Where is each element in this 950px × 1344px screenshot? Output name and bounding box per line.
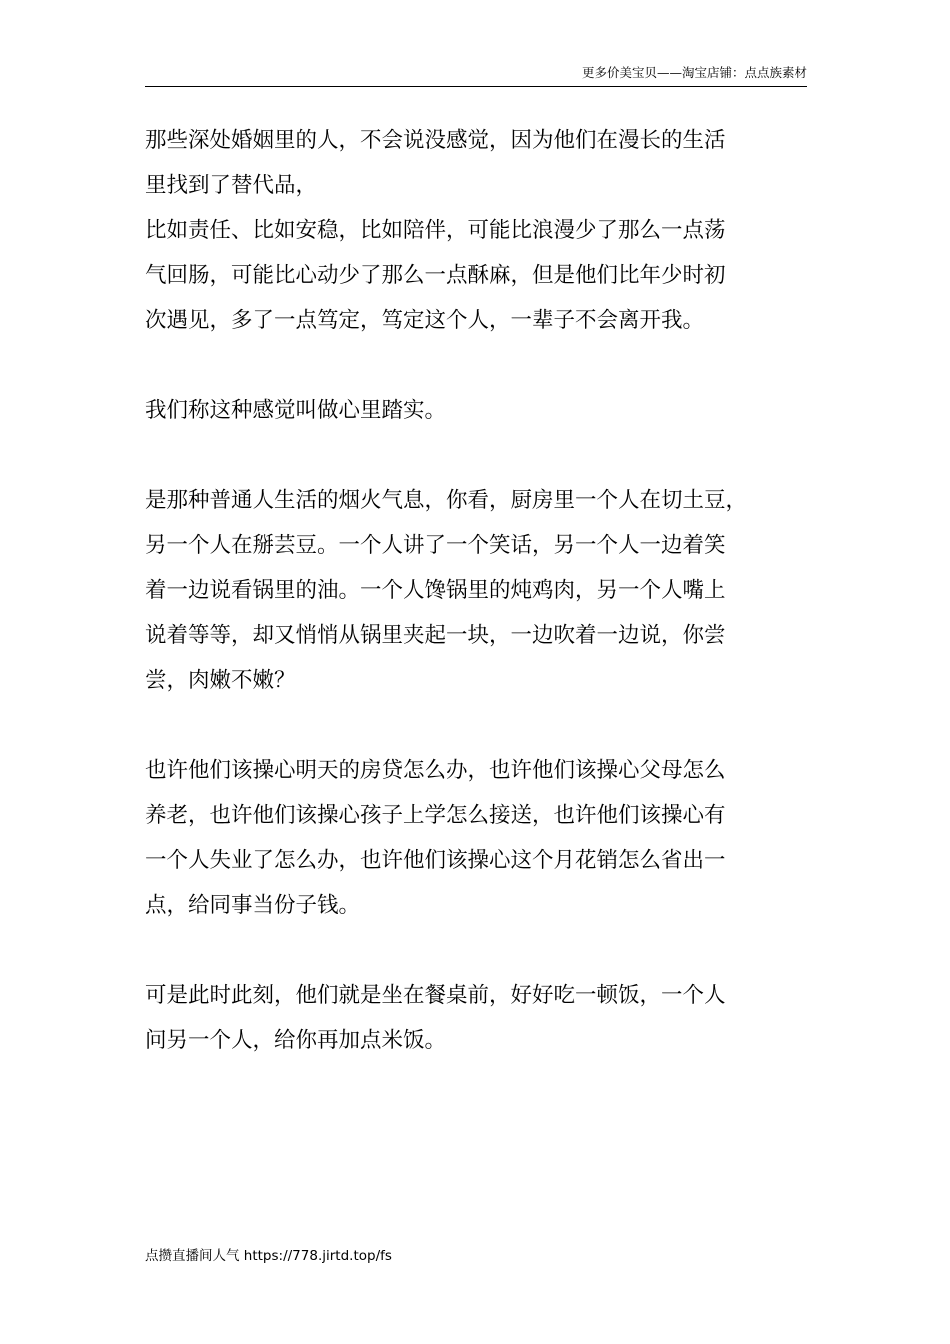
- paragraph-line: 气回肠，可能比心动少了那么一点酥麻，但是他们比年少时初: [145, 263, 726, 288]
- paragraph-line: 问另一个人，给你再加点米饭。: [145, 1028, 447, 1053]
- paragraph-line: 点，给同事当份子钱。: [145, 893, 361, 918]
- paragraph-line: 可是此时此刻，他们就是坐在餐桌前，好好吃一顿饭，一个人: [145, 983, 726, 1008]
- paragraph-5: [145, 748, 807, 928]
- paragraph-line: 也许他们该操心明天的房贷怎么办，也许他们该操心父母怎么: [145, 758, 726, 783]
- paragraph-line: 着一边说看锅里的油。一个人馋锅里的炖鸡肉，另一个人嘴上: [145, 578, 726, 603]
- paragraph-3: [145, 388, 807, 433]
- paragraph-line: 是那种普通人生活的烟火气息，你看，厨房里一个人在切土豆，: [145, 488, 748, 513]
- paragraph-line: 我们称这种感觉叫做心里踏实。: [145, 398, 447, 423]
- paragraph-line: 另一个人在掰芸豆。一个人讲了一个笑话，另一个人一边着笑: [145, 533, 726, 558]
- paragraph-line: 次遇见，多了一点笃定，笃定这个人，一辈子不会离开我。: [145, 308, 705, 333]
- page-header: [145, 62, 807, 87]
- paragraph-line: 一个人失业了怎么办，也许他们该操心这个月花销怎么省出一: [145, 848, 726, 873]
- header-text: 更多价美宝贝——淘宝店铺：点点族素材: [581, 65, 807, 80]
- paragraph-1: [145, 118, 807, 208]
- paragraph-6: [145, 973, 807, 1063]
- paragraph-line: 那些深处婚姻里的人，不会说没感觉，因为他们在漫长的生活: [145, 128, 726, 153]
- paragraph-line: 比如责任、比如安稳，比如陪伴，可能比浪漫少了那么一点荡: [145, 218, 726, 243]
- paragraph-line: 里找到了替代品，: [145, 173, 318, 198]
- paragraph-line: 养老，也许他们该操心孩子上学怎么接送，也许他们该操心有: [145, 803, 726, 828]
- paragraph-4: [145, 478, 807, 703]
- paragraph-line: 说着等等，却又悄悄从锅里夹起一块，一边吹着一边说，你尝: [145, 623, 726, 648]
- document-body: [145, 118, 807, 1063]
- paragraph-2: [145, 208, 807, 343]
- page-footer: 点攒直播间人气 https://778.jirtd.top/fs: [145, 1248, 392, 1264]
- paragraph-line: 尝，肉嫩不嫩？: [145, 668, 296, 693]
